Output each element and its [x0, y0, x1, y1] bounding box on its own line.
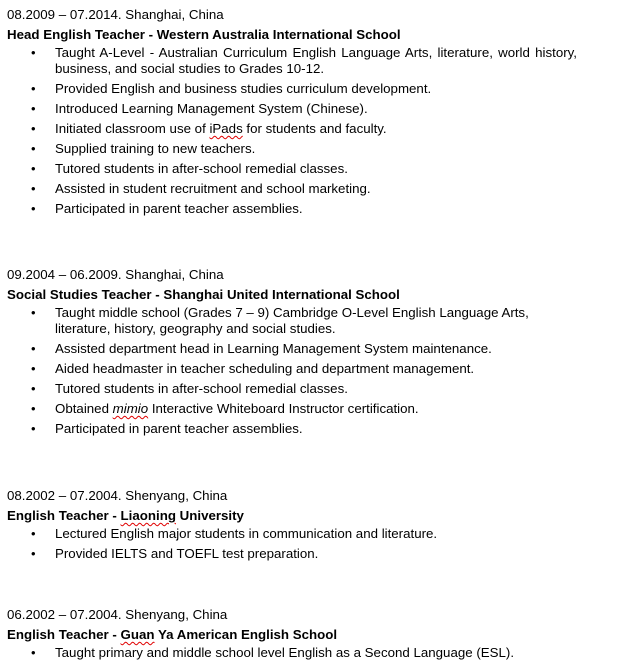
duty-text-post: for students and faculty.: [242, 121, 387, 136]
spellcheck-flagged-word[interactable]: Liaoning: [120, 508, 176, 523]
duty-text: Tutored students in after-school remedial classes.: [55, 161, 348, 176]
bullet-icon: •: [31, 546, 36, 561]
list-item: [7, 161, 577, 177]
list-item: [7, 141, 577, 157]
duty-text: Tutored students in after-school remedial classes.: [55, 381, 348, 396]
list-item: [7, 81, 577, 97]
duty-text: Provided English and business studies curriculum development.: [55, 81, 432, 96]
list-item: [7, 305, 577, 337]
job-title-pre: English Teacher -: [7, 508, 121, 523]
list-item: [7, 201, 577, 217]
bullet-icon: •: [31, 401, 36, 416]
list-item: [7, 361, 577, 377]
bullet-icon: •: [31, 341, 36, 356]
job-title-post: University: [175, 508, 244, 523]
job-title-pre: English Teacher -: [7, 627, 121, 642]
list-item: [7, 181, 577, 197]
job-date-location: 08.2009 – 07.2014. Shanghai, China: [7, 7, 224, 22]
bullet-icon: •: [31, 81, 36, 96]
spellcheck-flagged-word[interactable]: mimio: [112, 401, 149, 416]
duty-text: Taught primary and middle school level English as a Second Language (ESL).: [55, 645, 515, 660]
bullet-icon: •: [31, 421, 36, 436]
duty-text: Participated in parent teacher assemblies.: [55, 201, 303, 216]
job-title-post: Ya American English School: [154, 627, 338, 642]
bullet-icon: •: [31, 305, 36, 320]
duty-text-post: Interactive Whiteboard Instructor certification.: [148, 401, 419, 416]
duty-text: Lectured English major students in communication and literature.: [55, 526, 438, 541]
duty-text: Provided IELTS and TOEFL test preparation.: [55, 546, 319, 561]
job-entry: [7, 486, 577, 566]
job-entry: [7, 605, 577, 665]
spellcheck-flagged-word[interactable]: Guan: [120, 627, 155, 642]
job-date-location: 09.2004 – 06.2009. Shanghai, China: [7, 267, 224, 282]
bullet-icon: •: [31, 141, 36, 156]
list-item: [7, 421, 577, 437]
duty-text: Assisted department head in Learning Management System maintenance.: [55, 341, 492, 356]
duty-text: Participated in parent teacher assemblies.: [55, 421, 303, 436]
duty-text-pre: Obtained: [55, 401, 113, 416]
bullet-icon: •: [31, 121, 36, 136]
bullet-icon: •: [31, 381, 36, 396]
job-date-location: 06.2002 – 07.2004. Shenyang, China: [7, 607, 228, 622]
duties-list: [7, 645, 577, 661]
bullet-icon: •: [31, 161, 36, 176]
bullet-icon: •: [31, 201, 36, 216]
duty-text-pre: Initiated classroom use of: [55, 121, 210, 136]
job-entry: [7, 265, 577, 441]
duty-text: Supplied training to new teachers.: [55, 141, 256, 156]
job-entry: [7, 5, 577, 221]
bullet-icon: •: [31, 645, 36, 660]
spellcheck-flagged-word[interactable]: iPads: [209, 121, 243, 136]
duties-list: [7, 305, 577, 437]
duty-text: Taught middle school (Grades 7 – 9) Cambridge O-Level English Language Arts, literature, history, geography and social studies.: [55, 305, 529, 336]
list-item: [7, 526, 577, 542]
job-title: Social Studies Teacher - Shanghai United International School: [7, 287, 400, 302]
duties-list: [7, 526, 577, 562]
list-item: [7, 546, 577, 562]
job-title: Head English Teacher - Western Australia International School: [7, 27, 401, 42]
job-title: [7, 625, 577, 645]
duty-text: Aided headmaster in teacher scheduling and department management.: [55, 361, 475, 376]
job-date-location: 08.2002 – 07.2004. Shenyang, China: [7, 488, 228, 503]
list-item: [7, 45, 577, 77]
bullet-icon: •: [31, 101, 36, 116]
list-item: [7, 341, 577, 357]
list-item: [7, 101, 577, 117]
duties-list: [7, 45, 577, 217]
duty-text: Assisted in student recruitment and school marketing.: [55, 181, 371, 196]
duty-text: Taught A-Level - Australian Curriculum English Language Arts, literature, world history, business, and social studies to Grades 10-12.: [55, 45, 577, 76]
bullet-icon: •: [31, 361, 36, 376]
list-item: [7, 645, 577, 661]
bullet-icon: •: [31, 45, 36, 60]
duty-text: Introduced Learning Management System (Chinese).: [55, 101, 368, 116]
list-item: [7, 401, 577, 417]
job-title: [7, 506, 577, 526]
list-item: [7, 121, 577, 137]
list-item: [7, 381, 577, 397]
bullet-icon: •: [31, 526, 36, 541]
bullet-icon: •: [31, 181, 36, 196]
